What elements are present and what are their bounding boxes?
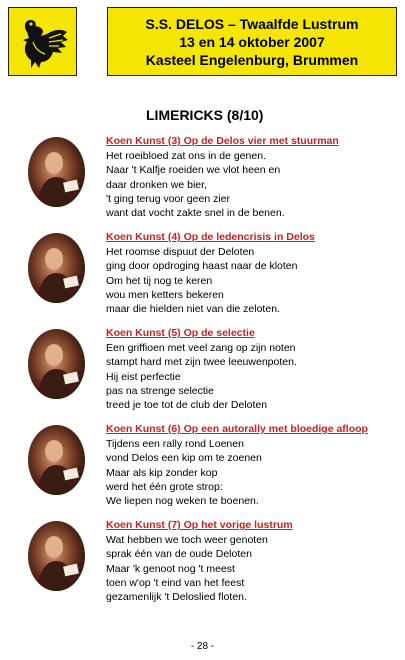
limerick-title: Koen Kunst (3) Op de Delos vier met stuurman — [106, 135, 339, 147]
limerick-line: toen w'op 't eind van het feest — [106, 576, 245, 589]
limerick-title: Koen Kunst (7) Op het vorige lustrum — [106, 519, 293, 531]
limerick-line: daar dronken we bier, — [106, 178, 207, 191]
speaker-photo — [28, 137, 85, 207]
limerick-line: Tijdens een rally rond Loenen — [106, 438, 244, 450]
limerick-line: gezamenlijk 't Deloslied floten. — [106, 591, 247, 604]
limerick-line: Het roeibloed zat ons in de genen. — [106, 150, 266, 162]
limerick-line: pas na strenge selectie — [106, 384, 214, 397]
limerick-line: wou men ketters bekeren — [106, 288, 224, 301]
limerick-line: Maar als kip zonder kop — [106, 466, 218, 479]
limerick-line: maar die hielden niet van die zeloten. — [106, 303, 280, 316]
header-line-2: 13 en 14 oktober 2007 — [179, 33, 325, 50]
limerick-entry — [28, 231, 403, 327]
limerick-line: 't ging terug voor geen zier — [106, 192, 230, 205]
limerick-line: Een griffioen met veel zang op zijn noten — [106, 342, 296, 354]
speaker-photo — [28, 329, 85, 399]
limerick-line: vond Delos een kip om te zoenen — [106, 452, 262, 465]
limerick-title: Koen Kunst (6) Op een autorally met bloedige afloop — [106, 423, 368, 435]
limerick-line: want dat vocht zakte snel in de benen. — [106, 207, 285, 220]
speaker-photo — [28, 233, 85, 303]
header-line-1: S.S. DELOS – Twaalfde Lustrum — [145, 15, 359, 32]
limerick-line: stampt hard met zijn twee leeuwenpoten. — [106, 356, 297, 369]
header-box — [107, 7, 397, 76]
limerick-title: Koen Kunst (5) Op de selectie — [106, 327, 255, 339]
limerick-line: Wat hebben we toch weer genoten — [106, 534, 268, 546]
limerick-entry — [28, 135, 403, 231]
limerick-line: sprak één van de oude Deloten — [106, 548, 252, 561]
limerick-line: Om het tij nog te keren — [106, 274, 213, 287]
limerick-entry — [28, 423, 403, 519]
page-number: - 28 - — [190, 641, 215, 652]
page-title: LIMERICKS (8/10) — [146, 107, 264, 123]
limerick-line: ging door opdroging haast naar de kloten — [106, 260, 298, 273]
header-line-3: Kasteel Engelenburg, Brummen — [145, 51, 359, 68]
limerick-line: Naar 't Kalfje roeiden we vlot heen en — [106, 164, 281, 177]
limerick-line: We liepen nog weken te boenen. — [106, 495, 259, 508]
speaker-photo — [28, 425, 85, 495]
limerick-line: Het roomse dispuut der Deloten — [106, 246, 255, 258]
limerick-line: werd het één grote strop: — [106, 480, 223, 493]
griffin-icon — [13, 12, 73, 72]
limerick-line: treed je toe tot de club der Deloten — [106, 399, 268, 412]
griffin-logo — [8, 7, 77, 76]
limerick-line: Hij eist perfectie — [106, 370, 181, 383]
speaker-photo — [28, 521, 85, 591]
limerick-entry — [28, 519, 403, 615]
limerick-line: Maar 'k genoot nog 't meest — [106, 562, 235, 575]
limerick-title: Koen Kunst (4) Op de ledencrisis in Delos — [106, 231, 315, 243]
limerick-entry — [28, 327, 403, 423]
